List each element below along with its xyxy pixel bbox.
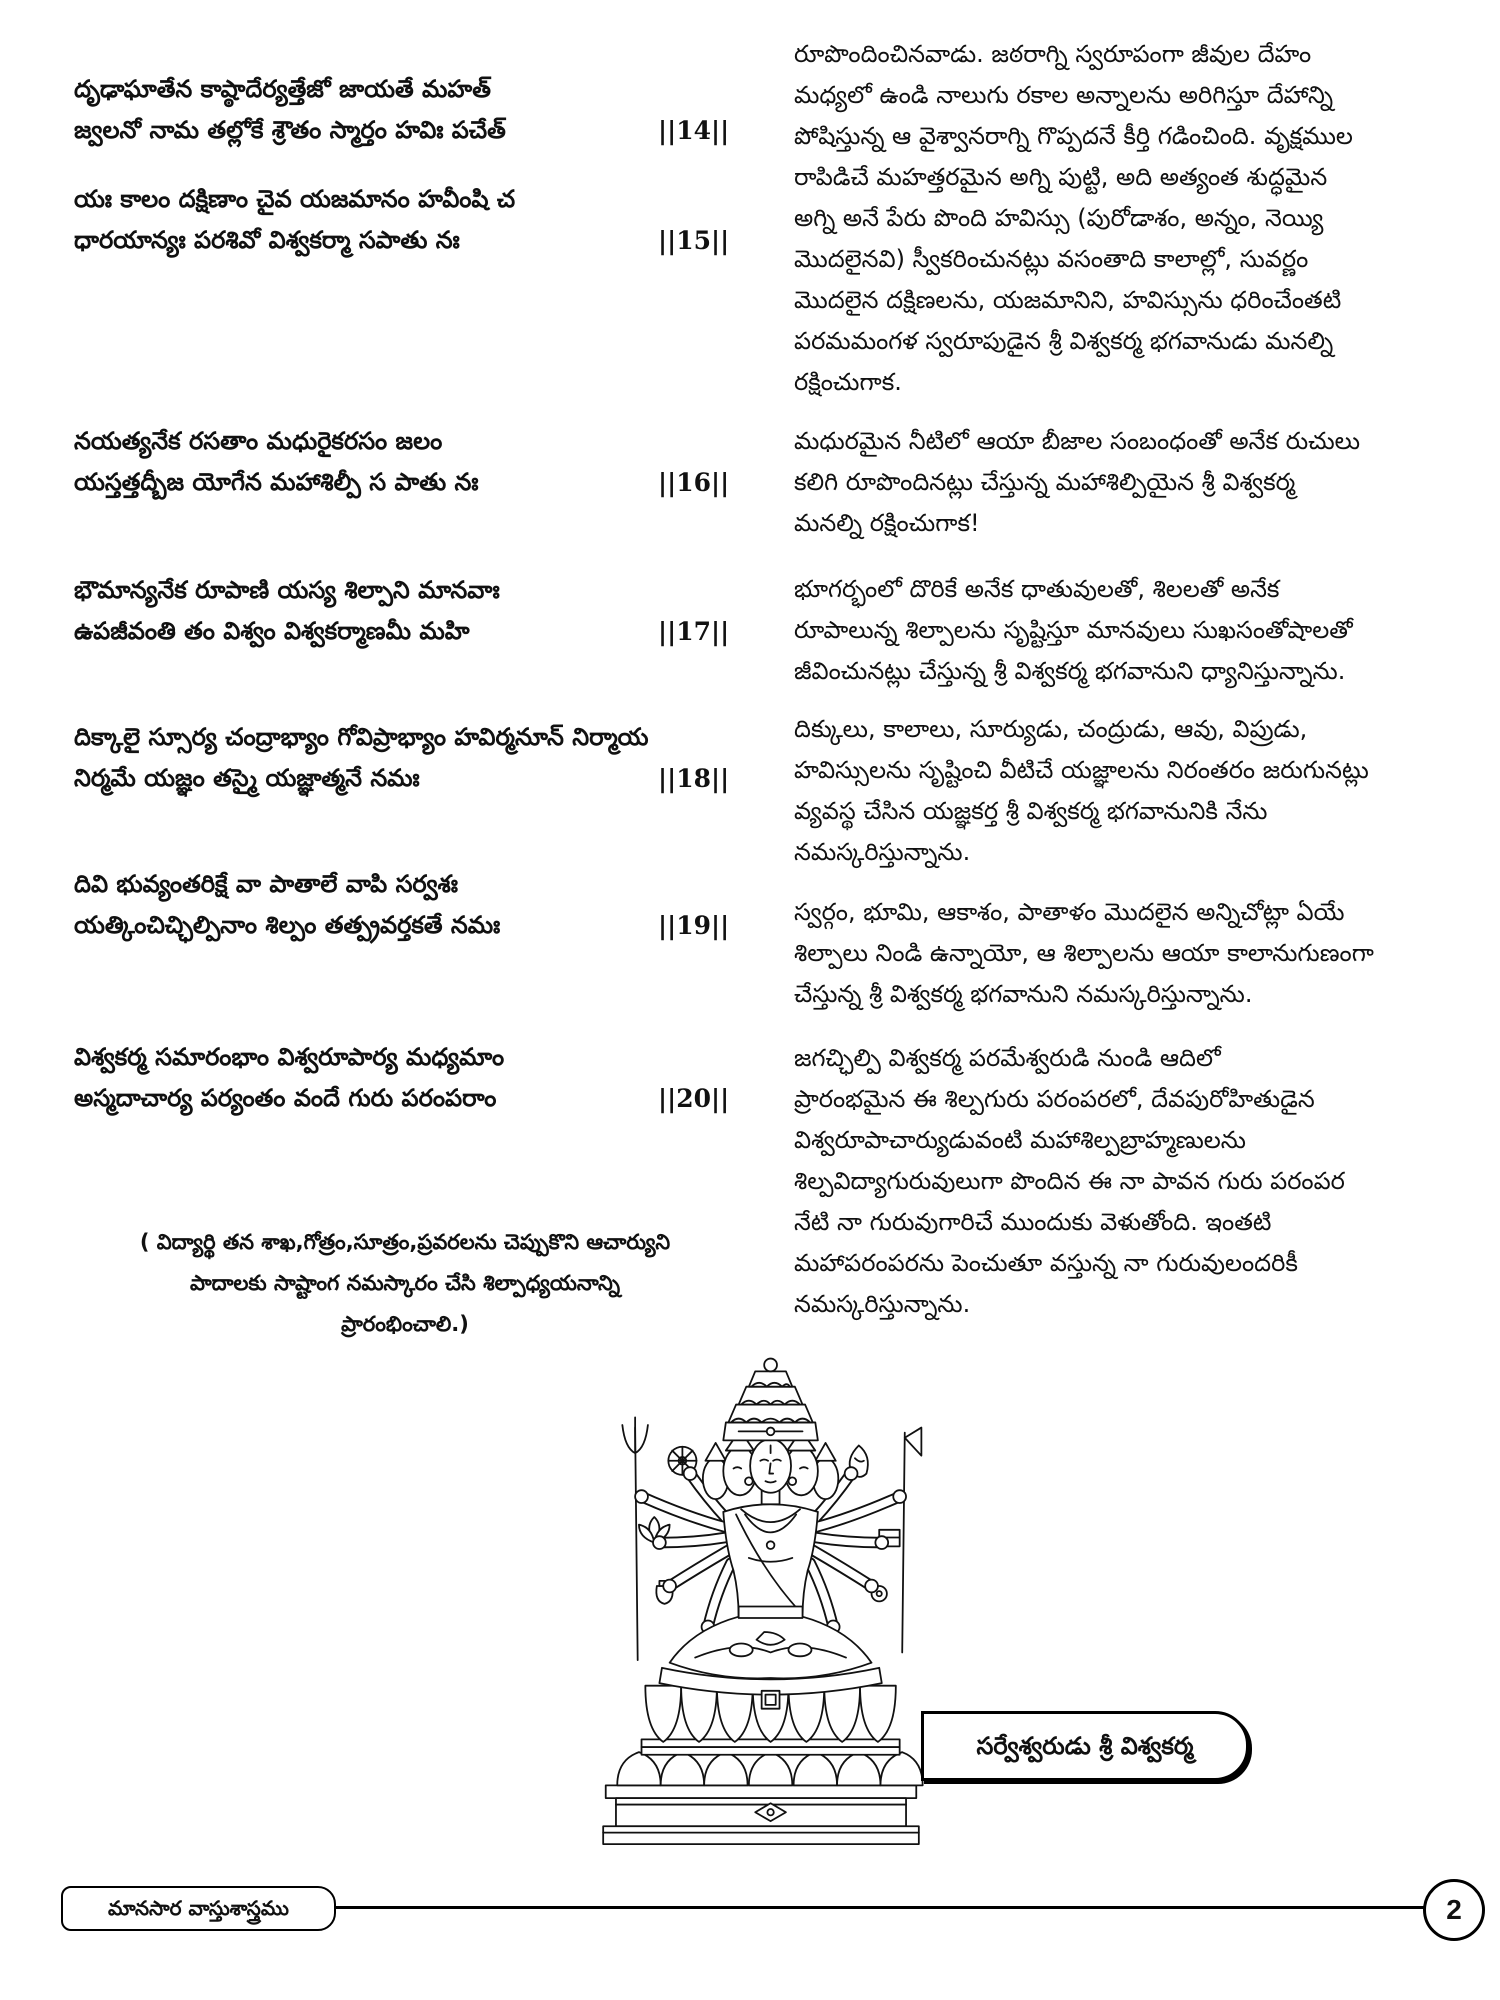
commentary-line: హవిస్సులను సృష్టించి వీటిచే యజ్ఞాలను నిరంతరం జరుగునట్లు bbox=[794, 756, 1369, 784]
verse-15 bbox=[74, 179, 754, 261]
commentary-line: నమస్కరిస్తున్నాను. bbox=[794, 838, 971, 866]
verse-line: దివి భువ్యంతరిక్షే వా పాతాలే వాపి సర్వశః bbox=[74, 870, 458, 898]
commentary-paragraph-3 bbox=[794, 569, 1470, 692]
verse-line: ఉపజీవంతి తం విశ్వం విశ్వకర్మాణమీ మహి bbox=[74, 617, 470, 645]
note-line: ( విద్యార్థి తన శాఖ,గోత్రం,సూత్రం,ప్రవరలను చెప్పుకొని ఆచార్యుని bbox=[139, 1230, 671, 1254]
verse-line: దృఢాఘాతేన కాష్ఠాదేర్యత్తేజో జాయతే మహత్ bbox=[74, 75, 491, 103]
footer-rule bbox=[335, 1906, 1424, 1909]
verse-number: ||15|| bbox=[658, 226, 730, 255]
verse-16 bbox=[74, 421, 754, 503]
verse-number: ||18|| bbox=[658, 764, 730, 793]
verse-line: ధారయాన్యః పరశివో విశ్వకర్మా సపాతు నః bbox=[74, 226, 460, 254]
commentary-line: శిల్పాలు నిండి ఉన్నాయో, ఆ శిల్పాలను ఆయా కాలానుగుణంగా bbox=[794, 939, 1374, 967]
commentary-line: మొదలైన దక్షిణలను, యజమానిని, హవిస్సును ధరించేంతటి bbox=[794, 286, 1342, 314]
torso bbox=[723, 1489, 818, 1618]
verse-number: ||16|| bbox=[658, 468, 730, 497]
illustration-caption: సర్వేశ్వరుడు శ్రీ విశ్వకర్మ bbox=[921, 1711, 1249, 1781]
book-title: మానసార వాస్తుశాస్త్రము bbox=[61, 1886, 336, 1931]
page-number: 2 bbox=[1423, 1879, 1485, 1941]
verse-20 bbox=[74, 1037, 754, 1119]
verse-number: ||20|| bbox=[658, 1084, 730, 1113]
commentary-line: మనల్ని రక్షించుగాక! bbox=[794, 509, 980, 537]
commentary-line: రూపొందించినవాడు. జఠరాగ్ని స్వరూపంగా జీవుల దేహం bbox=[794, 40, 1312, 68]
verse-14 bbox=[74, 69, 754, 151]
commentary-line: మధురమైన నీటిలో ఆయా బీజాల సంబంధంతో అనేక రుచులు bbox=[794, 427, 1360, 455]
commentary-paragraph-4 bbox=[794, 709, 1470, 873]
commentary-paragraph-1 bbox=[794, 34, 1470, 403]
verse-line: యస్తత్తద్బీజ యోగేన మహాశిల్పీ స పాతు నః bbox=[74, 468, 479, 496]
crossed-legs bbox=[670, 1617, 872, 1679]
crown bbox=[723, 1359, 818, 1441]
verse-line: యత్కించిచ్ఛిల్పినాం శిల్పం తత్ప్రవర్తకతే నమః bbox=[74, 911, 501, 939]
commentary-line: శిల్పవిద్యాగురువులుగా పొందిన ఈ నా పావన గురు పరంపర bbox=[794, 1167, 1345, 1195]
verse-line: నిర్మమే యజ్ఞం తస్మై యజ్ఞాత్మనే నమః bbox=[74, 764, 420, 792]
verse-line: దిక్కాలై స్సూర్య చంద్రాభ్యాం గోవిప్రాభ్యాం హవిర్మనూన్ నిర్మాయ bbox=[74, 723, 649, 751]
commentary-line: పోషిస్తున్న ఆ వైశ్వానరాగ్ని గొప్పదనే కీర్తి గడించింది. వృక్షముల bbox=[794, 122, 1353, 150]
commentary-line: మొదలైనవి) స్వీకరించునట్లు వసంతాది కాలాల్లో, సువర్ణం bbox=[794, 245, 1309, 273]
commentary-line: విశ్వరూపాచార్యుడువంటి మహాశిల్పబ్రాహ్మణులను bbox=[794, 1126, 1246, 1154]
commentary-line: అగ్ని అనే పేరు పొంది హవిస్సు (పురోడాశం, అన్నం, నెయ్యి bbox=[794, 204, 1324, 232]
verse-number: ||14|| bbox=[658, 116, 730, 145]
lotus-pedestal bbox=[617, 1668, 922, 1786]
commentary-line: దిక్కులు, కాలాలు, సూర్యుడు, చంద్రుడు, ఆవు, విప్రుడు, bbox=[794, 715, 1308, 743]
verse-18 bbox=[74, 717, 754, 799]
commentary-line: ప్రారంభమైన ఈ శిల్పగురు పరంపరలో, దేవపురోహితుడైన bbox=[794, 1085, 1315, 1113]
verse-line: జ్వలనో నామ తల్లోకే శ్రౌతం స్మార్తం హవిః పచేత్ bbox=[74, 116, 506, 144]
commentary-line: రాపిడిచే మహత్తరమైన అగ్ని పుట్టి, అది అత్యంత శుద్ధమైన bbox=[794, 163, 1328, 191]
axe-staff bbox=[902, 1428, 921, 1653]
note-line: పాదాలకు సాష్టాంగ నమస్కారం చేసి శిల్పాధ్యయనాన్ని bbox=[190, 1271, 620, 1295]
commentary-line: రూపాలున్న శిల్పాలను సృష్టిస్తూ మానవులు సుఖసంతోషాలతో bbox=[794, 616, 1353, 644]
vishwakarma-illustration bbox=[598, 1356, 924, 1848]
verse-line: నయత్యనేక రసతాం మధురైకరసం జలం bbox=[74, 427, 443, 455]
commentary-line: భూగర్భంలో దొరికే అనేక ధాతువులతో, శిలలతో అనేక bbox=[794, 575, 1280, 603]
commentary-line: మధ్యలో ఉండి నాలుగు రకాల అన్నాలను అరిగిస్తూ దేహాన్ని bbox=[794, 81, 1333, 109]
commentary-paragraph-6 bbox=[794, 1038, 1470, 1325]
commentary-line: మహాపరంపరను పెంచుతూ వస్తున్న నా గురువులందరికీ bbox=[794, 1249, 1298, 1277]
commentary-line: పరమమంగళ స్వరూపుడైన శ్రీ విశ్వకర్మ భగవానుడు మనల్ని bbox=[794, 327, 1334, 355]
base-plinth bbox=[603, 1785, 919, 1844]
commentary-line: జగచ్ఛిల్పి విశ్వకర్మ పరమేశ్వరుడి నుండి ఆదిలో bbox=[794, 1044, 1221, 1072]
note-line: ప్రారంభించాలి.) bbox=[341, 1312, 469, 1336]
verse-line: విశ్వకర్మ సమారంభాం విశ్వరూపార్య మధ్యమాం bbox=[74, 1043, 505, 1071]
verse-number: ||19|| bbox=[658, 911, 730, 940]
verse-17 bbox=[74, 570, 754, 652]
verse-number: ||17|| bbox=[658, 617, 730, 646]
commentary-line: చేస్తున్న శ్రీ విశ్వకర్మ భగవానుని నమస్కరిస్తున్నాను. bbox=[794, 980, 1253, 1008]
commentary-line: నమస్కరిస్తున్నాను. bbox=[794, 1290, 971, 1318]
trident-staff bbox=[622, 1417, 648, 1660]
commentary-paragraph-5 bbox=[794, 892, 1470, 1015]
commentary-line: స్వర్గం, భూమి, ఆకాశం, పాతాళం మొదలైన అన్నిచోట్లా ఏయే bbox=[794, 898, 1345, 926]
student-instruction-note bbox=[60, 1222, 750, 1345]
commentary-line: జీవించునట్లు చేస్తున్న శ్రీ విశ్వకర్మ భగవానుని ధ్యానిస్తున్నాను. bbox=[794, 657, 1346, 685]
commentary-line: కలిగి రూపొందినట్లు చేస్తున్న మహాశిల్పియైన శ్రీ విశ్వకర్మ bbox=[794, 468, 1296, 496]
commentary-line: నేటి నా గురువుగారిచే ముందుకు వెళుతోంది. ఇంతటి bbox=[794, 1208, 1272, 1236]
commentary-line: రక్షించుగాక. bbox=[794, 368, 902, 396]
verse-line: అస్మదాచార్య పర్యంతం వందే గురు పరంపరాం bbox=[74, 1084, 497, 1112]
commentary-paragraph-2 bbox=[794, 421, 1470, 544]
verse-19 bbox=[74, 864, 754, 946]
verse-line: భౌమాన్యనేక రూపాణి యస్య శిల్పాని మానవాః bbox=[74, 576, 500, 604]
verse-line: యః కాలం దక్షిణాం చైవ యజమానం హవీంషి చ bbox=[74, 185, 516, 213]
commentary-line: వ్యవస్థ చేసిన యజ్ఞకర్త శ్రీ విశ్వకర్మ భగవానునికి నేను bbox=[794, 797, 1268, 825]
